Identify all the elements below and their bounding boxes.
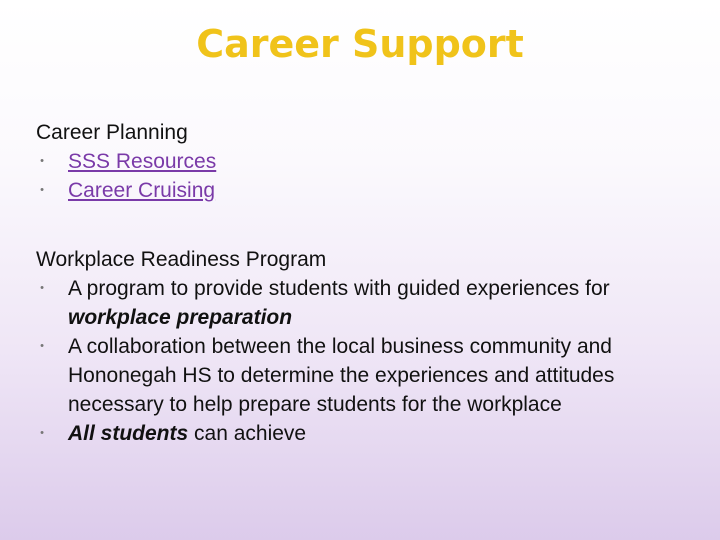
list-item — [36, 147, 701, 176]
list-item — [36, 176, 701, 205]
sss-resources-link[interactable]: SSS Resources — [68, 150, 217, 173]
workplace-readiness-list — [36, 274, 701, 448]
bullet-icon: • — [40, 427, 44, 439]
career-cruising-link[interactable]: Career Cruising — [68, 179, 216, 202]
bullet-icon: • — [40, 282, 44, 294]
program-description-text: A program to provide students with guided experiences for — [68, 277, 610, 300]
career-planning-list — [36, 147, 701, 205]
bullet-icon: • — [40, 155, 44, 167]
collaboration-text: A collaboration between the local business community and Hononegah HS to determine the experiences and attitudes necessary to help prepare students for the workplace — [68, 335, 615, 416]
list-item — [36, 419, 701, 448]
all-students-emphasis: All students — [68, 422, 189, 445]
can-achieve-text: can achieve — [188, 422, 307, 445]
bullet-icon: • — [40, 340, 44, 352]
career-planning-heading: Career Planning — [36, 121, 188, 144]
workplace-preparation-emphasis: workplace preparation — [68, 306, 293, 329]
list-item — [36, 332, 701, 419]
workplace-readiness-heading: Workplace Readiness Program — [36, 248, 327, 271]
slide-content — [36, 118, 701, 448]
list-item — [36, 274, 701, 332]
bullet-icon: • — [40, 184, 44, 196]
slide-title: Career Support — [196, 22, 524, 66]
